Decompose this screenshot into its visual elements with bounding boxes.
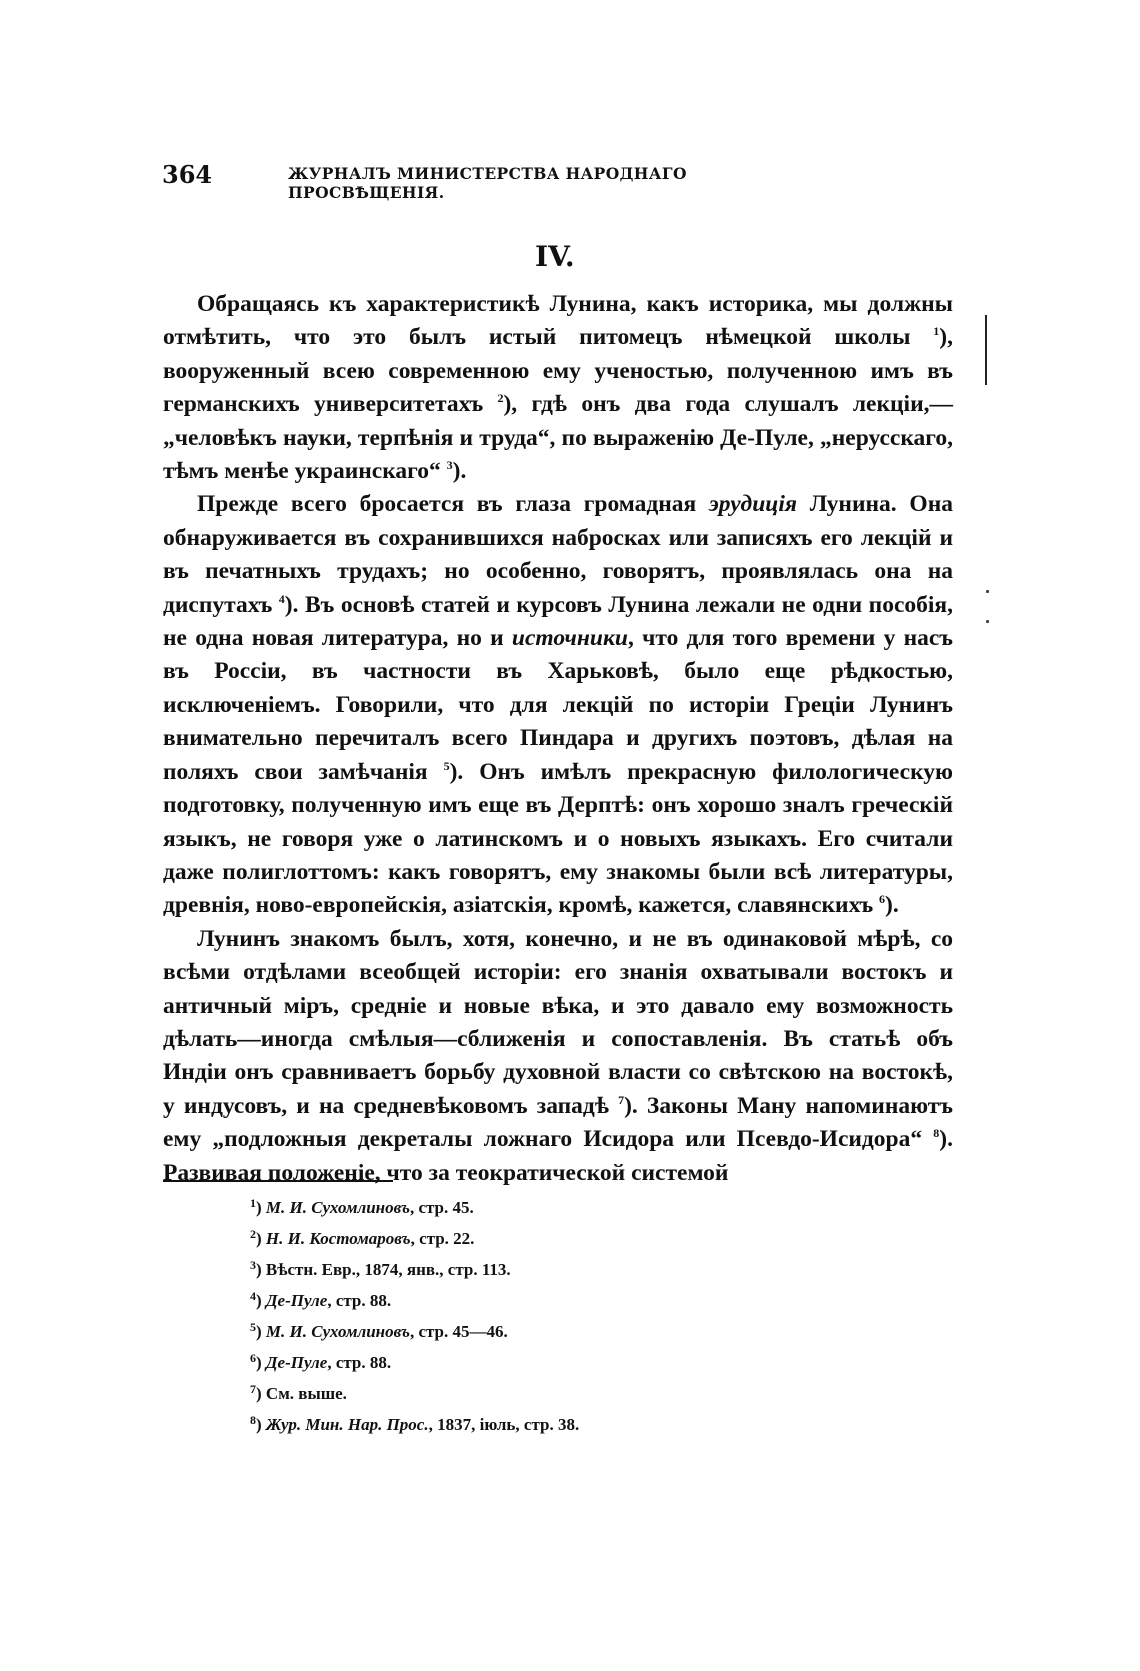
footnote: [250, 1283, 850, 1314]
footnote-author: Де-Пуле: [265, 1353, 328, 1372]
footnote-mark: 6: [250, 1351, 256, 1365]
footnote-author: Н. И. Костомаровъ: [265, 1229, 411, 1248]
footnote: [250, 1345, 850, 1376]
text-run: Обращаясь къ характеристикѣ Лунина, какъ историка, мы должны отмѣтить, что это былъ истый питомецъ нѣмецкой школы: [163, 291, 953, 351]
footnote: [250, 1252, 850, 1283]
footnote-text: , 1837, іюль, стр. 38.: [428, 1415, 580, 1434]
footnote-paren: ): [256, 1198, 266, 1217]
text-run: ). Онъ имѣлъ прекрасную филологическую подготовку, полученную имъ еще въ Дерптѣ: онъ хорошо зналъ греческій языкъ, не говоря уже о латинскомъ и о новыхъ языкахъ. Его считали даже полиглоттомъ: какъ говорятъ, ему знакомы были всѣ литературы, древнія, ново-европейскія, азіатскія, кромѣ, кажется, славянскихъ: [163, 758, 953, 919]
text-run: , что для того времени у насъ въ Россіи, въ частности въ Харьковѣ, было еще рѣдкостью, исключеніемъ. Говорили, что для лекцій по исторіи Греціи Лунинъ внимательно перечиталъ всего Пиндара и другихъ поэтовъ, дѣлая на поляхъ свои замѣчанія: [163, 625, 953, 785]
text-run: Прежде всего бросается въ глаза громадная: [197, 491, 709, 518]
paragraph: [163, 288, 953, 488]
text-run: ). Въ основѣ статей и курсовъ Лунина лежали не одни пособія, не одна новая литература, но и: [163, 591, 953, 652]
footnote-reference: 6: [879, 892, 886, 907]
footnote-text: Вѣстн. Евр., 1874, янв., стр. 113.: [265, 1260, 511, 1279]
margin-dot: [986, 590, 989, 593]
footnote-mark: 2: [250, 1227, 256, 1241]
journal-title: ЖУРНАЛЪ МИНИСТЕРСТВА НАРОДНАГО ПРОСВѢЩЕНІЯ.: [288, 164, 687, 202]
text-run: ). Развивая положеніе, что за теократической системой: [163, 1126, 953, 1186]
text-run: Лунина. Она обнаруживается въ сохранившихся набросках или записяхъ его лекцій и въ печатныхъ трудахъ; но особенно, говорятъ, проявлялась она на диспутахъ: [163, 491, 953, 618]
footnote-paren: ): [256, 1291, 266, 1310]
section-heading: IV.: [535, 240, 575, 273]
footnote-reference: 1: [933, 324, 940, 339]
footnote-author: М. И. Сухомлиновъ: [265, 1198, 410, 1217]
footnote-text: , стр. 45.: [409, 1198, 474, 1217]
footnote-paren: ): [256, 1415, 266, 1434]
margin-mark: [985, 315, 987, 385]
footnote-paren: ): [256, 1353, 266, 1372]
page-number: 364: [162, 160, 213, 189]
footnote: [250, 1221, 850, 1252]
footnote-paren: ): [256, 1260, 266, 1279]
footnote: [250, 1314, 850, 1345]
emphasized-text: эрудиція: [709, 491, 797, 518]
footnote-mark: 7: [250, 1382, 256, 1396]
footnote-text: , стр. 88.: [327, 1291, 392, 1310]
footnote-mark: 1: [250, 1196, 256, 1210]
footnote-paren: ): [256, 1322, 266, 1341]
footnote-reference: 3: [446, 458, 453, 473]
footnote-mark: 4: [250, 1289, 256, 1303]
text-run: ).: [885, 892, 899, 919]
footnote-reference: 4: [278, 591, 285, 606]
footnote-mark: 8: [250, 1413, 256, 1427]
text-run: Лунинъ знакомъ былъ, хотя, конечно, и не въ одинаковой мѣрѣ, со всѣми отдѣлами всеобщей исторіи: его знанія охватывали востокъ и античный міръ, средніе и новые вѣка, и это давало ему возможность дѣлать—иногда смѣлыя—сближенія и сопоставленія. Въ статьѣ объ Индіи онъ сравниваетъ борьбу духовной власти со свѣтскою на востокѣ, у индусовъ, и на средневѣковомъ западѣ: [163, 925, 953, 1119]
footnote-mark: 5: [250, 1320, 256, 1334]
footnote: [250, 1376, 850, 1407]
paragraph: [163, 488, 953, 922]
paragraph: [163, 923, 953, 1190]
text-run: ), вооруженный всею современною ему ученостью, полученною имъ въ германскихъ университетахъ: [163, 324, 953, 418]
footnote-author: Жур. Мин. Нар. Прос.: [265, 1415, 429, 1434]
body-text: [163, 288, 953, 1190]
footnote-reference: 8: [933, 1126, 940, 1141]
text-run: ). Законы Ману напоминаютъ ему „подложныя декреталы ложнаго Исидора или Псевдо-Исидора“: [163, 1092, 953, 1153]
footnote-author: М. И. Сухомлиновъ: [265, 1322, 410, 1341]
footnote-author: Де-Пуле: [265, 1291, 328, 1310]
text-run: ).: [452, 458, 467, 485]
emphasized-text: источники: [511, 625, 628, 652]
footnote-paren: ): [256, 1384, 266, 1403]
footnote-paren: ): [256, 1229, 266, 1248]
text-run: ), гдѣ онъ два года слушалъ лекціи,—„человѣкъ науки, терпѣнія и труда“, по выраженію Де-Пуле, „нерусскаго, тѣмъ менѣе украинскаго“: [163, 391, 953, 485]
footnote-text: , стр. 88.: [327, 1353, 392, 1372]
footnote: [250, 1190, 850, 1221]
footnote-reference: 2: [497, 391, 504, 406]
footnote-mark: 3: [250, 1258, 256, 1272]
footnotes: [250, 1190, 850, 1438]
footnote-text: См. выше.: [265, 1384, 347, 1403]
margin-dot: [986, 620, 989, 623]
footnote-text: , стр. 45—46.: [409, 1322, 508, 1341]
footnote-reference: 7: [618, 1092, 625, 1107]
footnote-reference: 5: [443, 758, 450, 773]
footnote-divider: [163, 1180, 393, 1182]
footnote-text: , стр. 22.: [410, 1229, 475, 1248]
footnote: [250, 1407, 850, 1438]
